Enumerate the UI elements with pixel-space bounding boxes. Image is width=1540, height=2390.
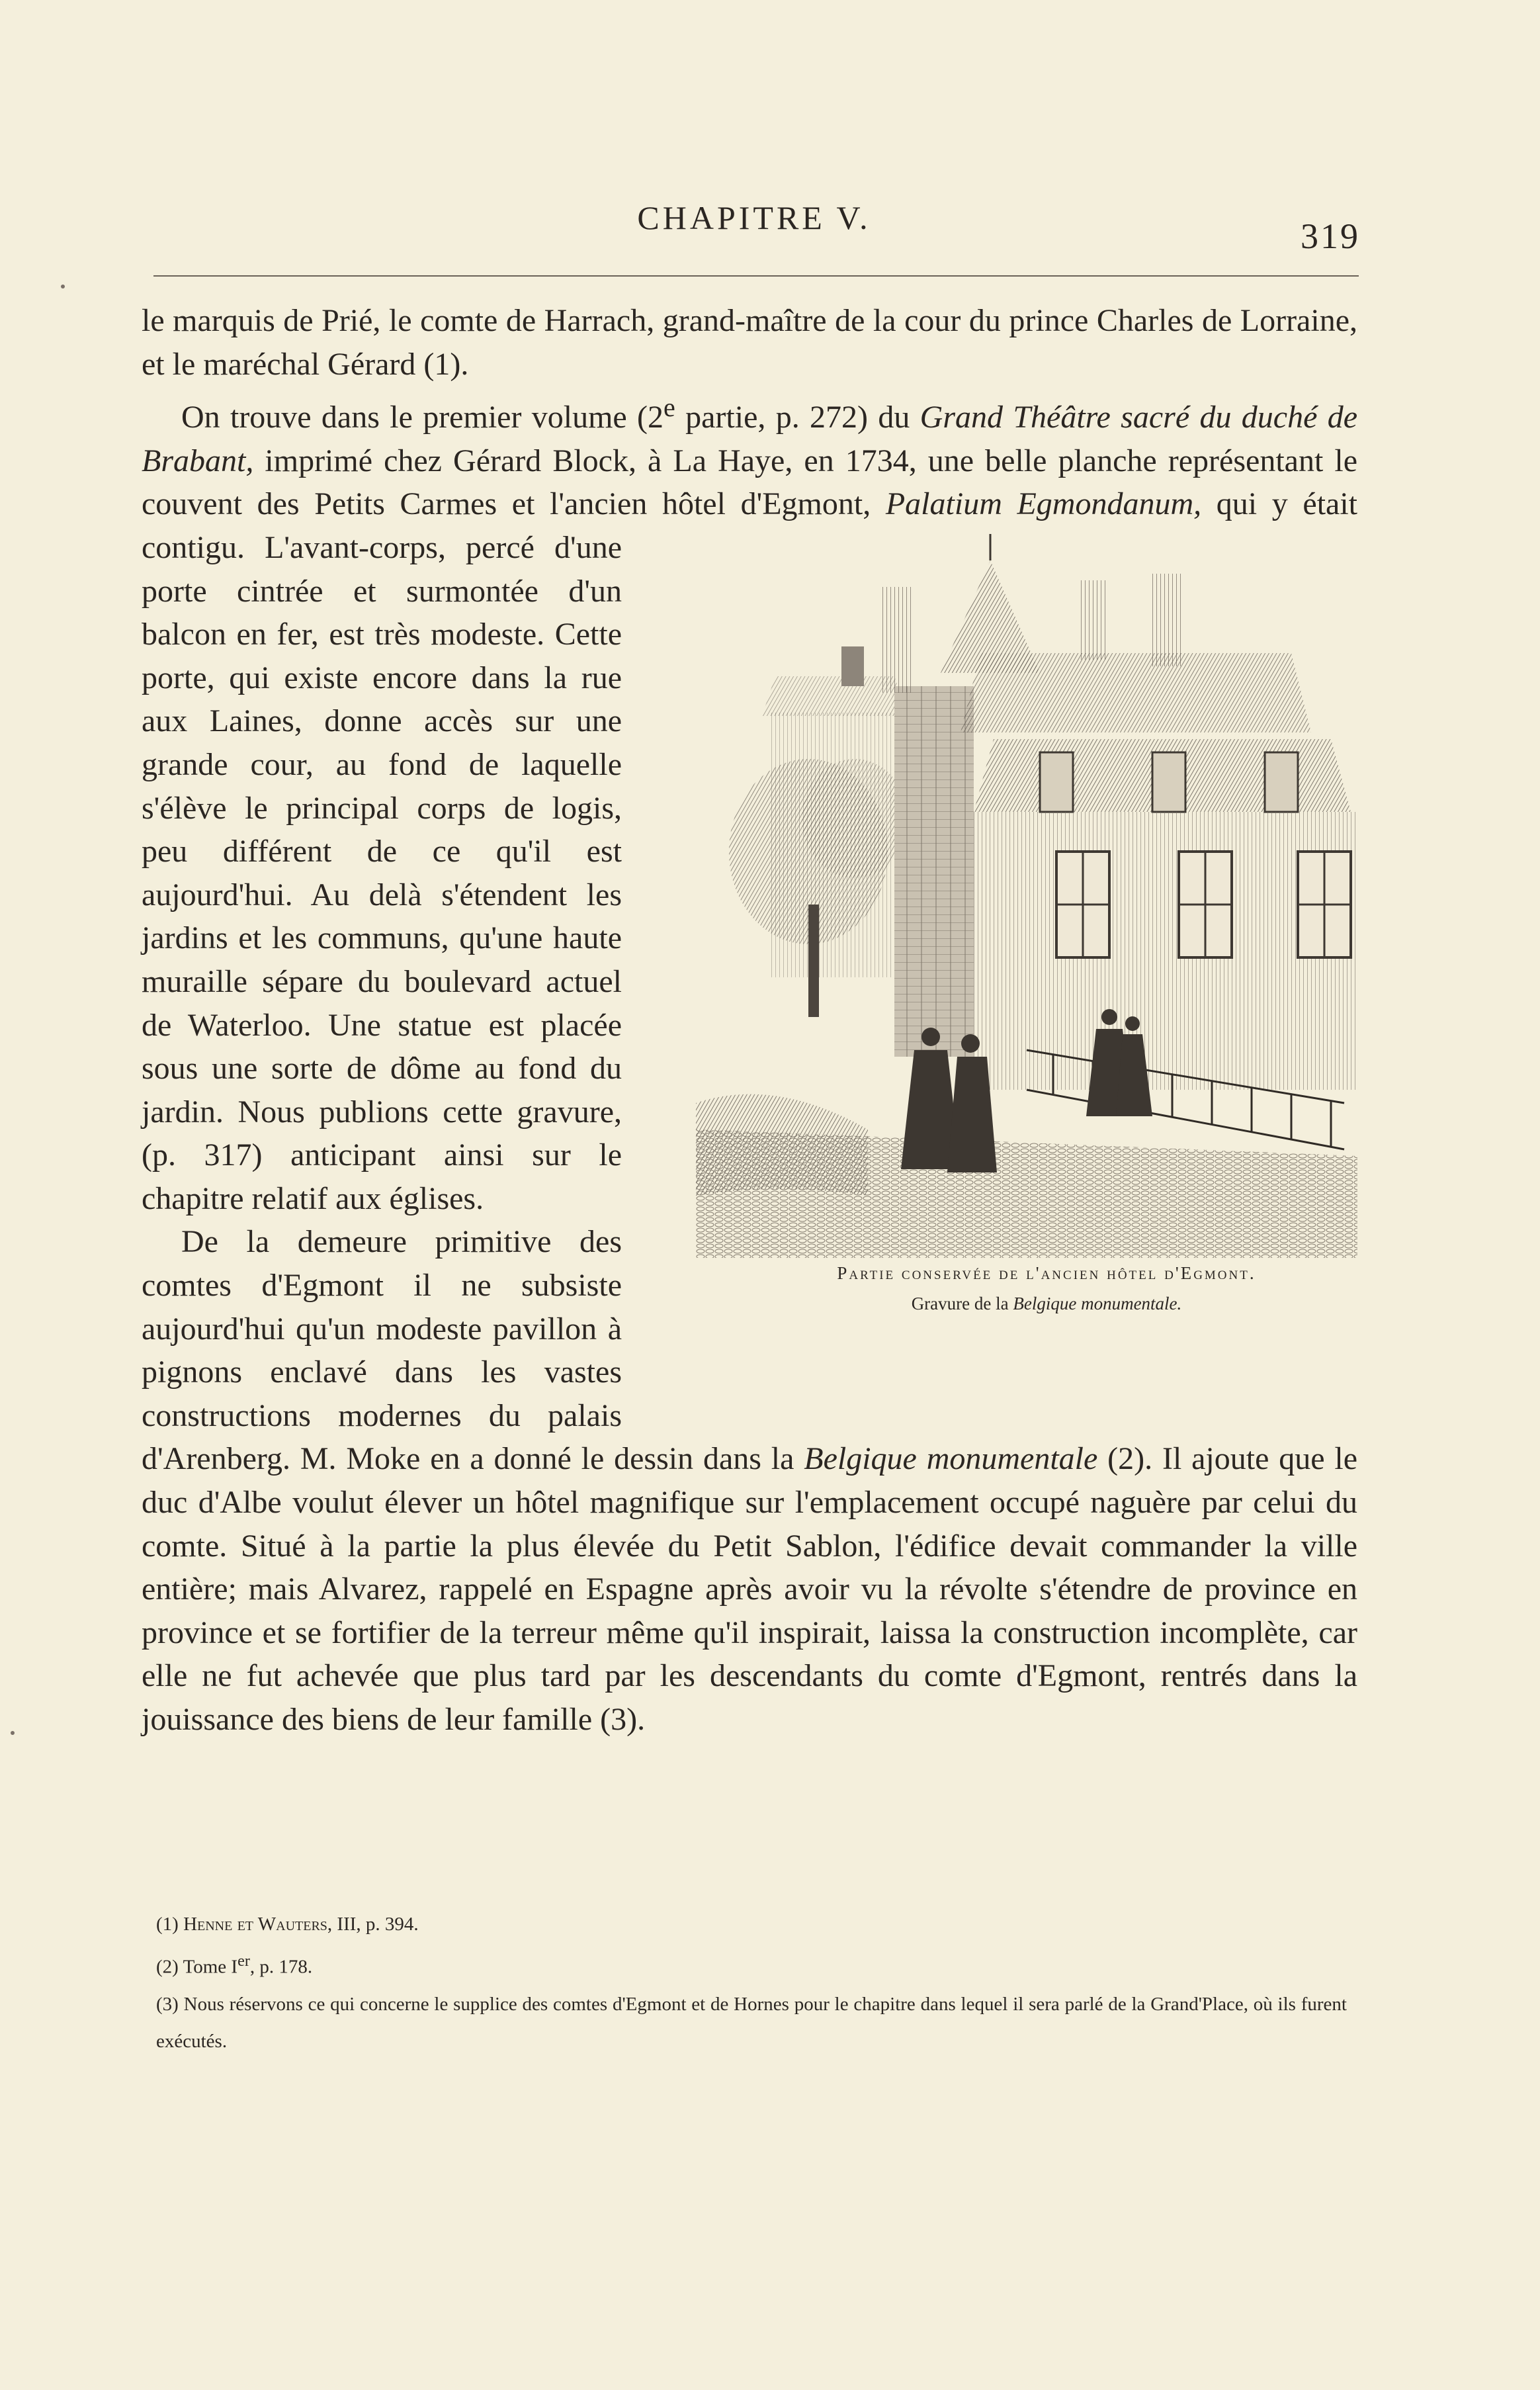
header-rule [153, 275, 1359, 277]
footnote-1-author: Henne et Wauters [183, 1914, 327, 1935]
footnote-3-mark: (3) [156, 1993, 179, 2015]
caption-source-prefix: Gravure de la [911, 1293, 1013, 1313]
paragraph-3-text-b: (2). Il ajoute que le duc d'Albe voulut élever un hôtel magnifique sur l'emplacement occupé naguère par celui du comte. Situé à la partie la plus élevée du Petit Sablon, l'édifice devait commander la ville entière; mais Alvarez, rappelé en Espagne après avoir vu la révolte s'étendre de province en province et se fortifier de la terreur même qu'il inspirait, laissa la construction incomplète, car elle ne fut achevée que plus tard par les descendants du comte d'Egmont, rentrés dans la jouissance des biens de leur famille (3). [142, 1441, 1358, 1737]
footnote-1 [156, 1906, 1347, 1943]
paragraph-2-text-c: imprimé chez Gérard Block, à La Haye, en 1734, une belle planche représentant le couvent des Petits Carmes et l'ancien hôtel d'Egmont, [142, 443, 1357, 522]
page-speck [11, 1731, 15, 1735]
figure-caption [696, 1258, 1357, 1319]
footnote-3 [156, 1986, 1347, 2060]
engraving-figure [696, 534, 1357, 1394]
caption-source [696, 1288, 1357, 1319]
page-number: 319 [1301, 216, 1360, 256]
paragraph-2-text-b: partie, p. 272) du [675, 400, 920, 435]
footnotes [156, 1906, 1347, 2060]
paragraph-2-text-a: On trouve dans le premier volume (2 [181, 400, 664, 435]
running-head: CHAPITRE V. [637, 199, 871, 236]
paragraph-3-text-a: De la demeure primitive des comtes d'Egmont il ne subsiste aujourd'hui qu'un modeste pavillon à pignons enclavé dans les vastes constructions modernes du palais d'Arenberg. M. Moke en a donné le dessin dans la [142, 1224, 804, 1477]
caption-title: Partie conservée de l'ancien hôtel d'Egmont. [837, 1262, 1256, 1283]
footnote-2-text-b: , p. 178. [249, 1956, 313, 1978]
footnote-2-sup: er [237, 1952, 250, 1970]
engraving-image [696, 534, 1357, 1258]
paragraph-2 [142, 386, 1358, 1313]
footnote-2-text-a: Tome I [183, 1956, 238, 1978]
footnote-1-text: , III, p. 394. [327, 1914, 419, 1935]
footnote-2 [156, 1943, 1347, 1986]
latin-name: Palatium Egmondanum, [885, 486, 1202, 522]
superscript-e: e [663, 392, 675, 423]
main-text [142, 299, 1357, 1742]
footnote-3-text: Nous réservons ce qui concerne le supplice des comtes d'Egmont et de Hornes pour le chapitre dans lequel il sera parlé de la Grand'Place, où ils furent exécutés. [156, 1993, 1347, 2052]
paragraph-1: le marquis de Prié, le comte de Harrach, grand-maître de la cour du prince Charles de Lorraine, et le maréchal Gérard (1). [142, 303, 1357, 382]
caption-source-title: Belgique monumentale. [1013, 1293, 1182, 1313]
paragraph-2-text-d: qui y était contigu. L'avant-corps, percé d'une porte cintrée et surmontée d'un balcon en fer, est très modeste. Cette porte, qui existe encore dans la rue aux Laines, donne accès sur une grande cour, au fond de laquelle s'élève le principal corps de logis, peu différent de ce qu'il est aujourd'hui. Au delà s'étendent les jardins et les communs, qu'une haute muraille sépare du boulevard actuel de Waterloo. Une statue est placée sous une sorte de dôme au fond du jardin. Nous publions cette gravure, (p. 317) anticipant ainsi sur le chapitre relatif aux églises. [142, 486, 1358, 1216]
page-speck [61, 285, 65, 288]
paragraph-3-italic: Belgique monumentale [804, 1441, 1098, 1477]
footnote-1-mark: (1) [156, 1914, 179, 1935]
footnote-2-mark: (2) [156, 1956, 179, 1978]
book-title: Grand Théâtre sacré du duché de Brabant, [142, 400, 1358, 478]
